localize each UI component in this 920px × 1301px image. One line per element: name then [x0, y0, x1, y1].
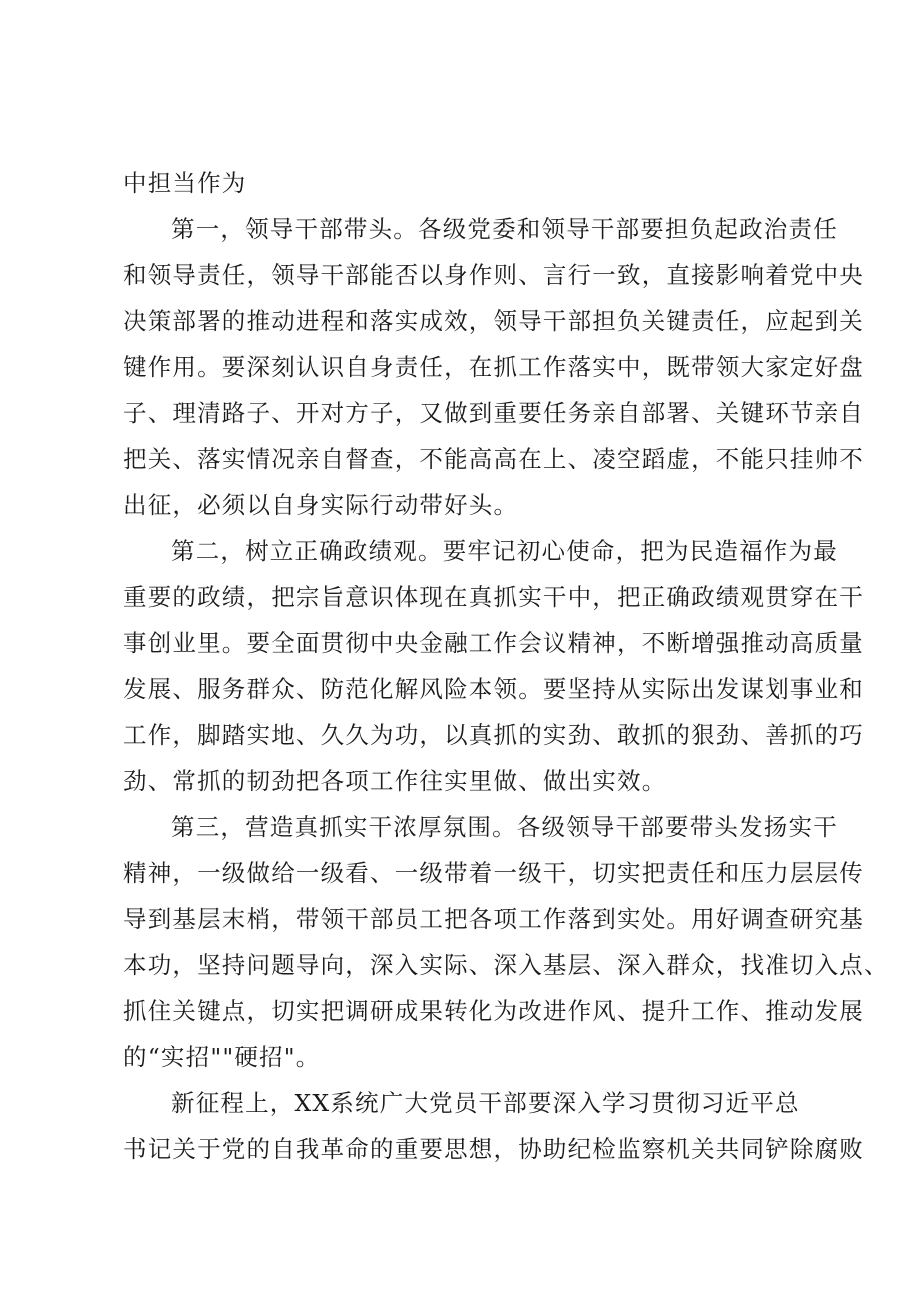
text-line: 工作，脚踏实地、久久为功，以真抓的实劲、敢抓的狠劲、善抓的巧 [123, 721, 864, 749]
text-line: 把关、落实情况亲自督查，不能高高在上、凌空蹈虚，不能只挂帅不 [123, 445, 864, 473]
paragraph-1-first-line: 第一，领导干部带头。各级党委和领导干部要担负起政治责任 [171, 215, 838, 243]
text-line: 发展、服务群众、防范化解风险本领。要坚持从实际出发谋划事业和 [123, 675, 864, 703]
text-line: 出征，必须以自身实际行动带好头。 [123, 491, 519, 519]
text-line: 事创业里。要全面贯彻中央金融工作会议精神，不断增强推动高质量 [123, 629, 864, 657]
text-line: 劲、常抓的韧劲把各项工作往实里做、做出实效。 [123, 767, 667, 795]
text-line: 本功，坚持问题导向，深入实际、深入基层、深入群众，找准切入点、 [123, 951, 889, 979]
paragraph-2-first-line: 第二，树立正确政绩观。要牢记初心使命，把为民造福作为最 [171, 537, 838, 565]
paragraph-4-first-line: 新征程上，XX系统广大党员干部要深入学习贯彻习近平总 [171, 1089, 800, 1117]
text-line: 导到基层末梢，带领干部员工把各项工作落到实处。用好调查研究基 [123, 905, 864, 933]
text-line: 抓住关键点，切实把调研成果转化为改进作风、提升工作、推动发展 [123, 997, 864, 1025]
text-line: 书记关于党的自我革命的重要思想，协助纪检监察机关共同铲除腐败 [123, 1135, 864, 1163]
text-line: 子、理清路子、开对方子，又做到重要任务亲自部署、关键环节亲自 [123, 399, 864, 427]
paragraph-3-first-line: 第三，营造真抓实干浓厚氛围。各级领导干部要带头发扬实干 [171, 813, 838, 841]
text-line: 键作用。要深刻认识自身责任，在抓工作落实中，既带领大家定好盘 [123, 353, 864, 381]
text-line: 精神，一级做给一级看、一级带着一级干，切实把责任和压力层层传 [123, 859, 864, 887]
text-line: 中担当作为 [123, 169, 247, 197]
text-line: 的“实招""硬招"。 [123, 1043, 321, 1071]
text-line: 重要的政绩，把宗旨意识体现在真抓实干中，把正确政绩观贯穿在干 [123, 583, 864, 611]
text-line: 决策部署的推动进程和落实成效，领导干部担负关键责任，应起到关 [123, 307, 864, 335]
text-line: 和领导责任，领导干部能否以身作则、言行一致，直接影响着党中央 [123, 261, 864, 289]
